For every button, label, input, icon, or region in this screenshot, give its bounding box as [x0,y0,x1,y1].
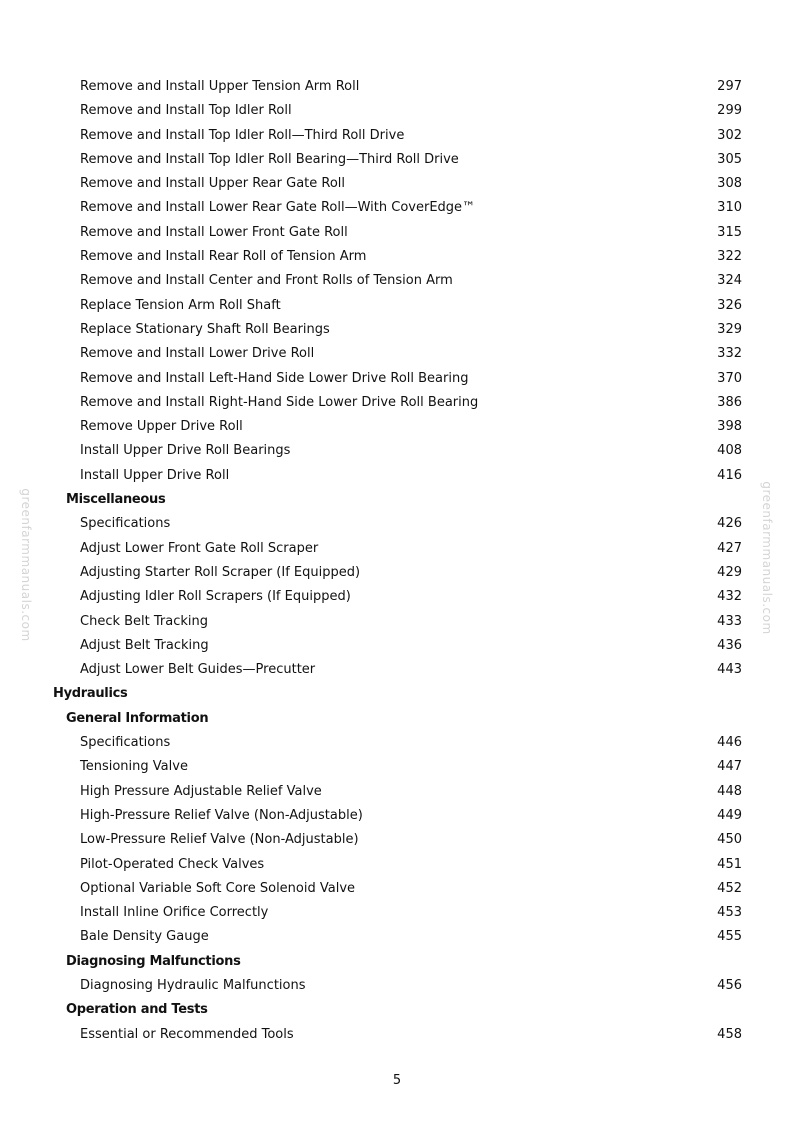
toc-entry-title: Remove and Install Top Idler Roll Bearing—Third Roll Drive [80,151,459,167]
toc-entry-title: Diagnosing Hydraulic Malfunctions [80,977,306,993]
toc-entry-page: 447 [717,759,742,775]
toc-entry-page: 416 [717,467,742,483]
watermark-right: greenfarmmanuals.com [760,481,774,635]
toc-entry-page: 451 [717,856,742,872]
toc-subsection-heading [0,707,794,731]
toc-entry-title: Tensioning Valve [80,759,188,775]
toc-entry[interactable] [0,124,794,148]
toc-entry-title: Specifications [80,735,171,751]
toc-entry-title: Remove and Install Upper Rear Gate Roll [80,176,346,192]
toc-entry[interactable] [0,658,794,682]
toc-entry-page: 297 [717,79,742,94]
toc-entry-title: Remove and Install Lower Rear Gate Roll—With CoverEdge™ [80,200,476,216]
toc-entry[interactable] [0,634,794,658]
toc-entry-title: Remove and Install Top Idler Roll [80,103,292,119]
toc-entry-page: 329 [717,321,742,337]
toc-entry-page: 446 [717,735,742,751]
toc-subsection-heading [0,950,794,974]
toc-entry-title: High-Pressure Relief Valve (Non-Adjustable) [80,807,363,823]
toc-entry[interactable] [0,99,794,123]
toc-entry-page: 315 [717,224,742,240]
toc-entry-title: Check Belt Tracking [80,613,209,629]
toc-entry-title: Miscellaneous [66,492,166,508]
toc-entry-title: Remove and Install Left-Hand Side Lower Drive Roll Bearing [80,370,469,386]
toc-entry[interactable] [0,780,794,804]
toc-entry-title: Adjust Belt Tracking [80,637,209,653]
toc-entry-page: 443 [717,662,742,678]
toc-entry[interactable] [0,367,794,391]
toc-entry-page: 450 [717,832,742,848]
toc-entry[interactable] [0,512,794,536]
toc-entry-title: Optional Variable Soft Core Solenoid Valve [80,880,356,896]
toc-entry[interactable] [0,221,794,245]
page-number: 5 [392,1073,402,1088]
toc-entry-page: 332 [717,346,742,362]
toc-entry-page: 453 [717,905,742,921]
toc-entry-title: Remove and Install Upper Tension Arm Roll [80,79,360,94]
toc-entry-page: 310 [717,200,742,216]
toc-entry[interactable] [0,853,794,877]
toc-section-heading [0,682,794,706]
toc-subsection-heading [0,488,794,512]
toc-entry-page: 308 [717,176,742,192]
toc-entry[interactable] [0,245,794,269]
table-of-contents [0,75,794,1047]
toc-entry[interactable] [0,75,794,99]
toc-entry[interactable] [0,585,794,609]
toc-entry-title: Remove and Install Right-Hand Side Lower Drive Roll Bearing [80,394,479,410]
toc-entry-page: 398 [717,419,742,435]
toc-entry-title: Essential or Recommended Tools [80,1026,294,1042]
toc-entry-title: General Information [66,710,209,726]
toc-entry-page: 455 [717,929,742,945]
toc-entry-page: 305 [717,151,742,167]
toc-entry[interactable] [0,269,794,293]
toc-entry[interactable] [0,974,794,998]
toc-entry[interactable] [0,172,794,196]
toc-entry-title: Specifications [80,516,171,532]
toc-entry-page: 429 [717,564,742,580]
toc-entry-title: Install Upper Drive Roll Bearings [80,443,291,459]
toc-entry-page: 426 [717,516,742,532]
toc-entry-title: Adjusting Idler Roll Scrapers (If Equipped) [80,589,351,605]
toc-entry[interactable] [0,755,794,779]
toc-entry-title: Adjust Lower Front Gate Roll Scraper [80,540,319,556]
toc-entry-title: Remove Upper Drive Roll [80,419,243,435]
toc-entry-title: Bale Density Gauge [80,929,209,945]
toc-entry-page: 436 [717,637,742,653]
toc-subsection-heading [0,998,794,1022]
toc-entry-title: Remove and Install Rear Roll of Tension Arm [80,249,367,265]
toc-entry[interactable] [0,901,794,925]
toc-entry[interactable] [0,391,794,415]
toc-entry-page: 370 [717,370,742,386]
toc-entry[interactable] [0,610,794,634]
toc-entry-title: Low-Pressure Relief Valve (Non-Adjustable) [80,832,359,848]
toc-entry-page: 449 [717,807,742,823]
toc-entry-page: 427 [717,540,742,556]
toc-entry-title: Install Inline Orifice Correctly [80,905,269,921]
toc-entry-title: Remove and Install Center and Front Rolls of Tension Arm [80,273,453,289]
toc-entry-page: 386 [717,394,742,410]
toc-entry-page: 408 [717,443,742,459]
toc-entry[interactable] [0,196,794,220]
toc-entry-title: Remove and Install Lower Front Gate Roll [80,224,348,240]
toc-entry-title: Remove and Install Top Idler Roll—Third Roll Drive [80,127,405,143]
toc-entry-title: Hydraulics [53,686,128,702]
toc-entry-page: 432 [717,589,742,605]
toc-entry-page: 448 [717,783,742,799]
toc-entry-title: High Pressure Adjustable Relief Valve [80,783,322,799]
toc-entry[interactable] [0,537,794,561]
toc-entry-title: Adjusting Starter Roll Scraper (If Equipped) [80,564,361,580]
toc-entry-page: 458 [717,1026,742,1042]
toc-entry-title: Adjust Lower Belt Guides—Precutter [80,662,316,678]
toc-entry[interactable] [0,342,794,366]
toc-entry-title: Pilot-Operated Check Valves [80,856,265,872]
toc-entry-title: Replace Stationary Shaft Roll Bearings [80,321,330,337]
toc-entry[interactable] [0,828,794,852]
toc-entry[interactable] [0,464,794,488]
toc-entry-page: 322 [717,249,742,265]
toc-entry-page: 452 [717,880,742,896]
toc-entry-title: Replace Tension Arm Roll Shaft [80,297,281,313]
toc-entry-title: Operation and Tests [66,1002,208,1018]
toc-entry-page: 456 [717,977,742,993]
toc-entry-page: 299 [717,103,742,119]
toc-entry[interactable] [0,731,794,755]
toc-entry-page: 324 [717,273,742,289]
toc-entry[interactable] [0,294,794,318]
toc-entry[interactable] [0,439,794,463]
toc-entry-title: Remove and Install Lower Drive Roll [80,346,315,362]
toc-entry[interactable] [0,415,794,439]
toc-entry[interactable] [0,877,794,901]
toc-entry[interactable] [0,1023,794,1047]
toc-entry[interactable] [0,804,794,828]
toc-entry[interactable] [0,925,794,949]
toc-entry[interactable] [0,318,794,342]
watermark-left: greenfarmmanuals.com [19,488,33,642]
toc-entry[interactable] [0,148,794,172]
toc-entry-page: 302 [717,127,742,143]
toc-entry-page: 433 [717,613,742,629]
toc-entry[interactable] [0,561,794,585]
toc-entry-title: Diagnosing Malfunctions [66,953,241,969]
toc-entry-page: 326 [717,297,742,313]
toc-entry-title: Install Upper Drive Roll [80,467,230,483]
